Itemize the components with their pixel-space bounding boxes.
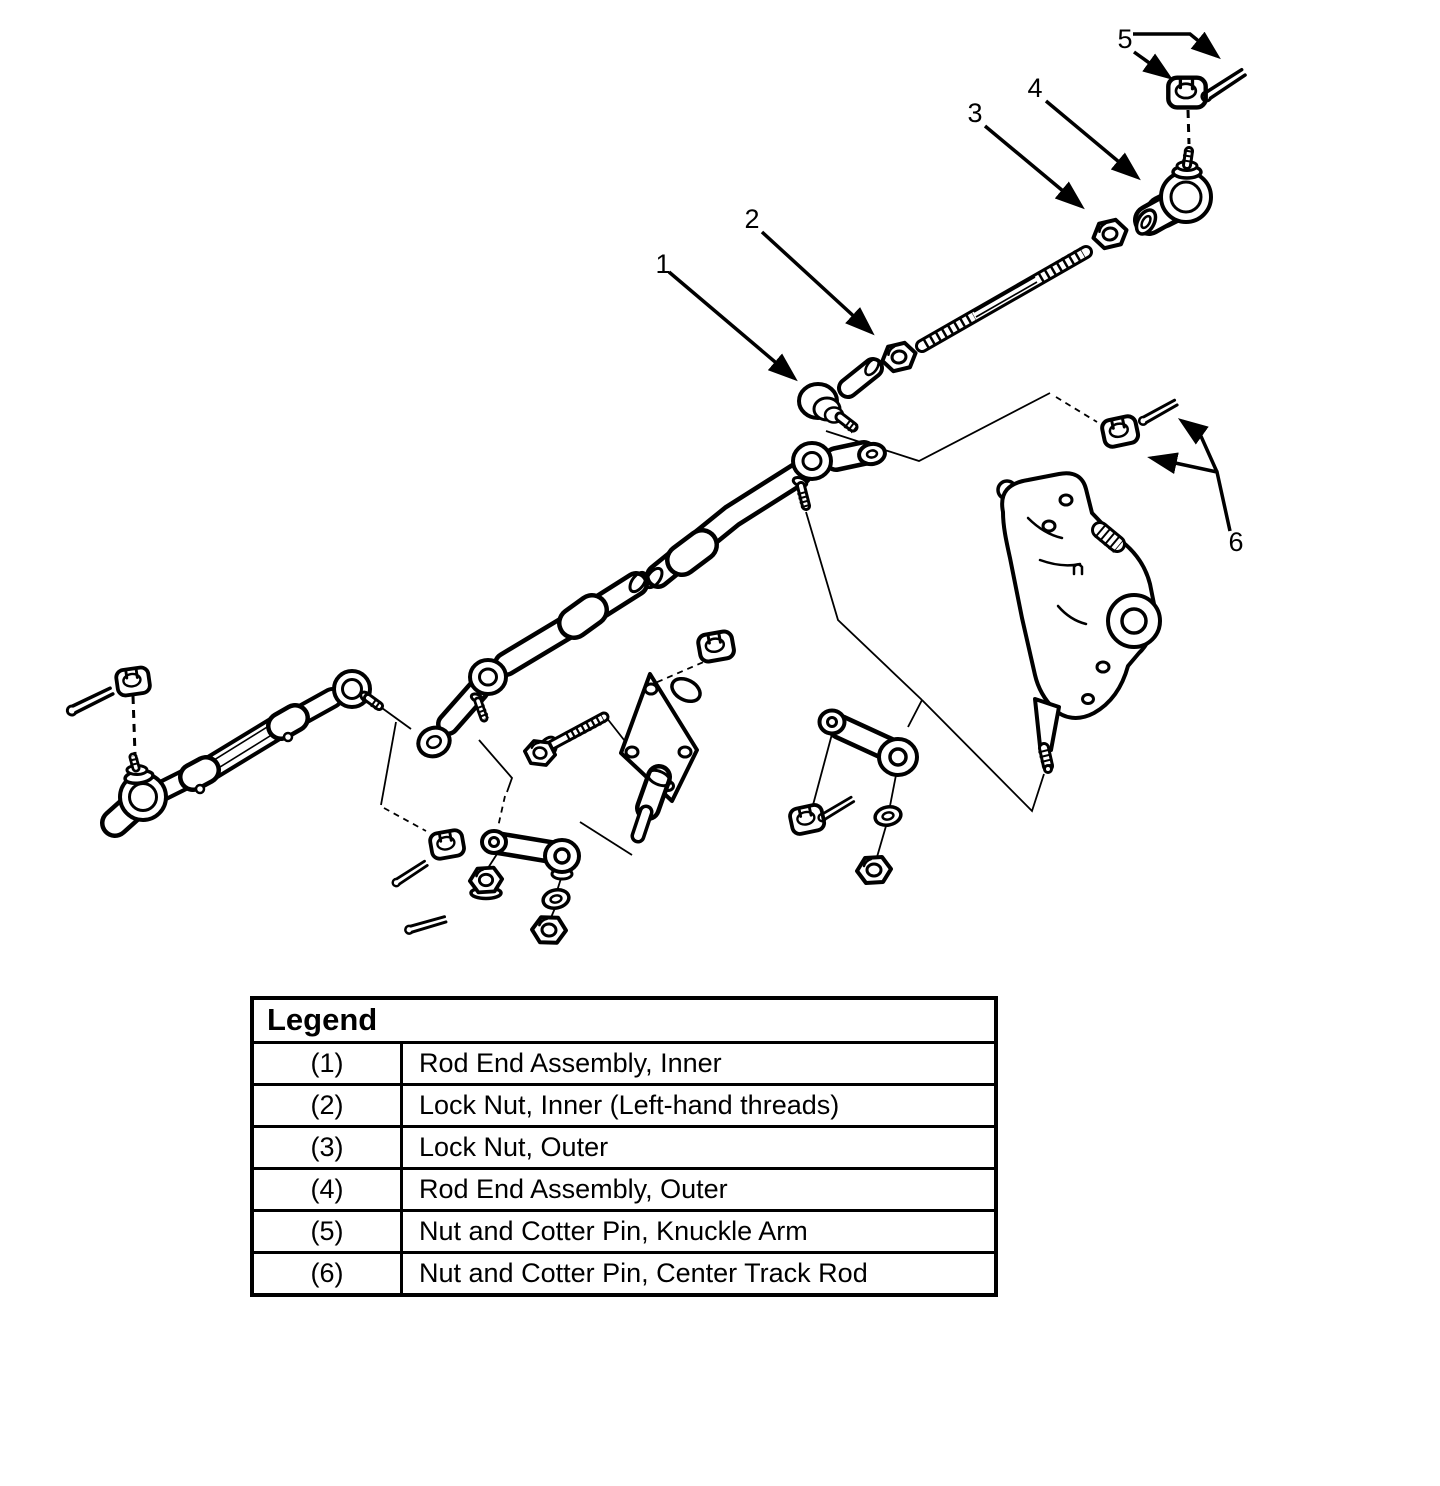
inner-lock-nut — [880, 341, 918, 373]
callout-2-arrow — [762, 232, 871, 332]
idler-nut — [531, 916, 567, 945]
legend-row-label: Lock Nut, Inner (Left-hand threads) — [419, 1090, 840, 1120]
track-rod-castle-nut — [1101, 415, 1140, 448]
left-castle-nut — [115, 667, 151, 697]
legend-row-label: Nut and Cotter Pin, Center Track Rod — [419, 1258, 868, 1288]
bracket-castle-nut — [697, 630, 735, 662]
legend-row-label: Lock Nut, Outer — [419, 1132, 609, 1162]
pitman-washer — [873, 804, 902, 827]
legend-row — [254, 1254, 994, 1293]
idler-arm-bracket — [621, 674, 704, 836]
legend-row — [254, 1128, 994, 1170]
inner-rod-end-assembly — [799, 357, 881, 429]
callout-leaders — [669, 34, 1230, 531]
legend-row-key: (6) — [254, 1254, 403, 1293]
legend-row-label: Rod End Assembly, Inner — [419, 1048, 722, 1078]
legend-row-label: Rod End Assembly, Outer — [419, 1174, 728, 1204]
idler-castle-nut — [429, 829, 465, 860]
center-track-rod-left — [414, 570, 650, 762]
callout-label-2: 2 — [744, 204, 760, 234]
callout-label-1: 1 — [655, 249, 671, 279]
callout-label-5: 5 — [1117, 24, 1133, 54]
idler-lock-nut — [470, 868, 502, 899]
legend-row-key: (2) — [254, 1086, 403, 1125]
left-tie-rod-assembly — [115, 671, 380, 823]
idler-cotter-pin-upper — [389, 861, 430, 887]
pitman-arm — [820, 711, 918, 776]
callout-numbers — [655, 24, 1243, 557]
legend-row — [254, 1170, 994, 1212]
legend-row — [254, 1212, 994, 1254]
center-track-rod-right — [643, 442, 887, 591]
callout-4-arrow — [1046, 101, 1137, 177]
steering-gear-box — [998, 473, 1160, 772]
legend-row-key: (5) — [254, 1212, 403, 1251]
legend-row — [254, 1086, 994, 1128]
outer-rod-end-assembly — [1133, 150, 1211, 237]
knuckle-arm-castle-nut — [1168, 78, 1205, 108]
bracket-bolt — [523, 717, 604, 767]
callout-1-arrow — [669, 272, 794, 378]
idler-cotter-pin-lower — [405, 915, 446, 936]
callout-3-arrow — [985, 126, 1081, 206]
callout-6-arrow-nut — [1152, 458, 1230, 531]
legend-row-key: (4) — [254, 1170, 403, 1209]
legend-row-key: (1) — [254, 1044, 403, 1083]
legend-row-key: (3) — [254, 1128, 403, 1167]
callout-label-3: 3 — [967, 98, 983, 128]
outer-lock-nut — [1091, 218, 1129, 250]
idler-washer — [541, 887, 570, 910]
left-cotter-pin — [65, 688, 115, 716]
tie-rod-adjuster-shaft — [922, 252, 1086, 346]
pitman-nut — [857, 857, 891, 883]
legend-table — [250, 996, 998, 1297]
track-rod-cotter-pin — [1137, 400, 1180, 425]
nut-stud-dash-line — [1188, 110, 1189, 144]
left-nut-stud-dash-line — [133, 696, 135, 754]
callout-label-4: 4 — [1027, 73, 1043, 103]
callout-label-6: 6 — [1228, 527, 1244, 557]
legend-row-label: Nut and Cotter Pin, Knuckle Arm — [419, 1216, 808, 1246]
callout-5-arrow-pin — [1133, 34, 1217, 56]
legend-row — [254, 1044, 994, 1086]
legend-title: Legend — [254, 1000, 994, 1044]
callout-5-arrow-nut — [1134, 52, 1169, 77]
